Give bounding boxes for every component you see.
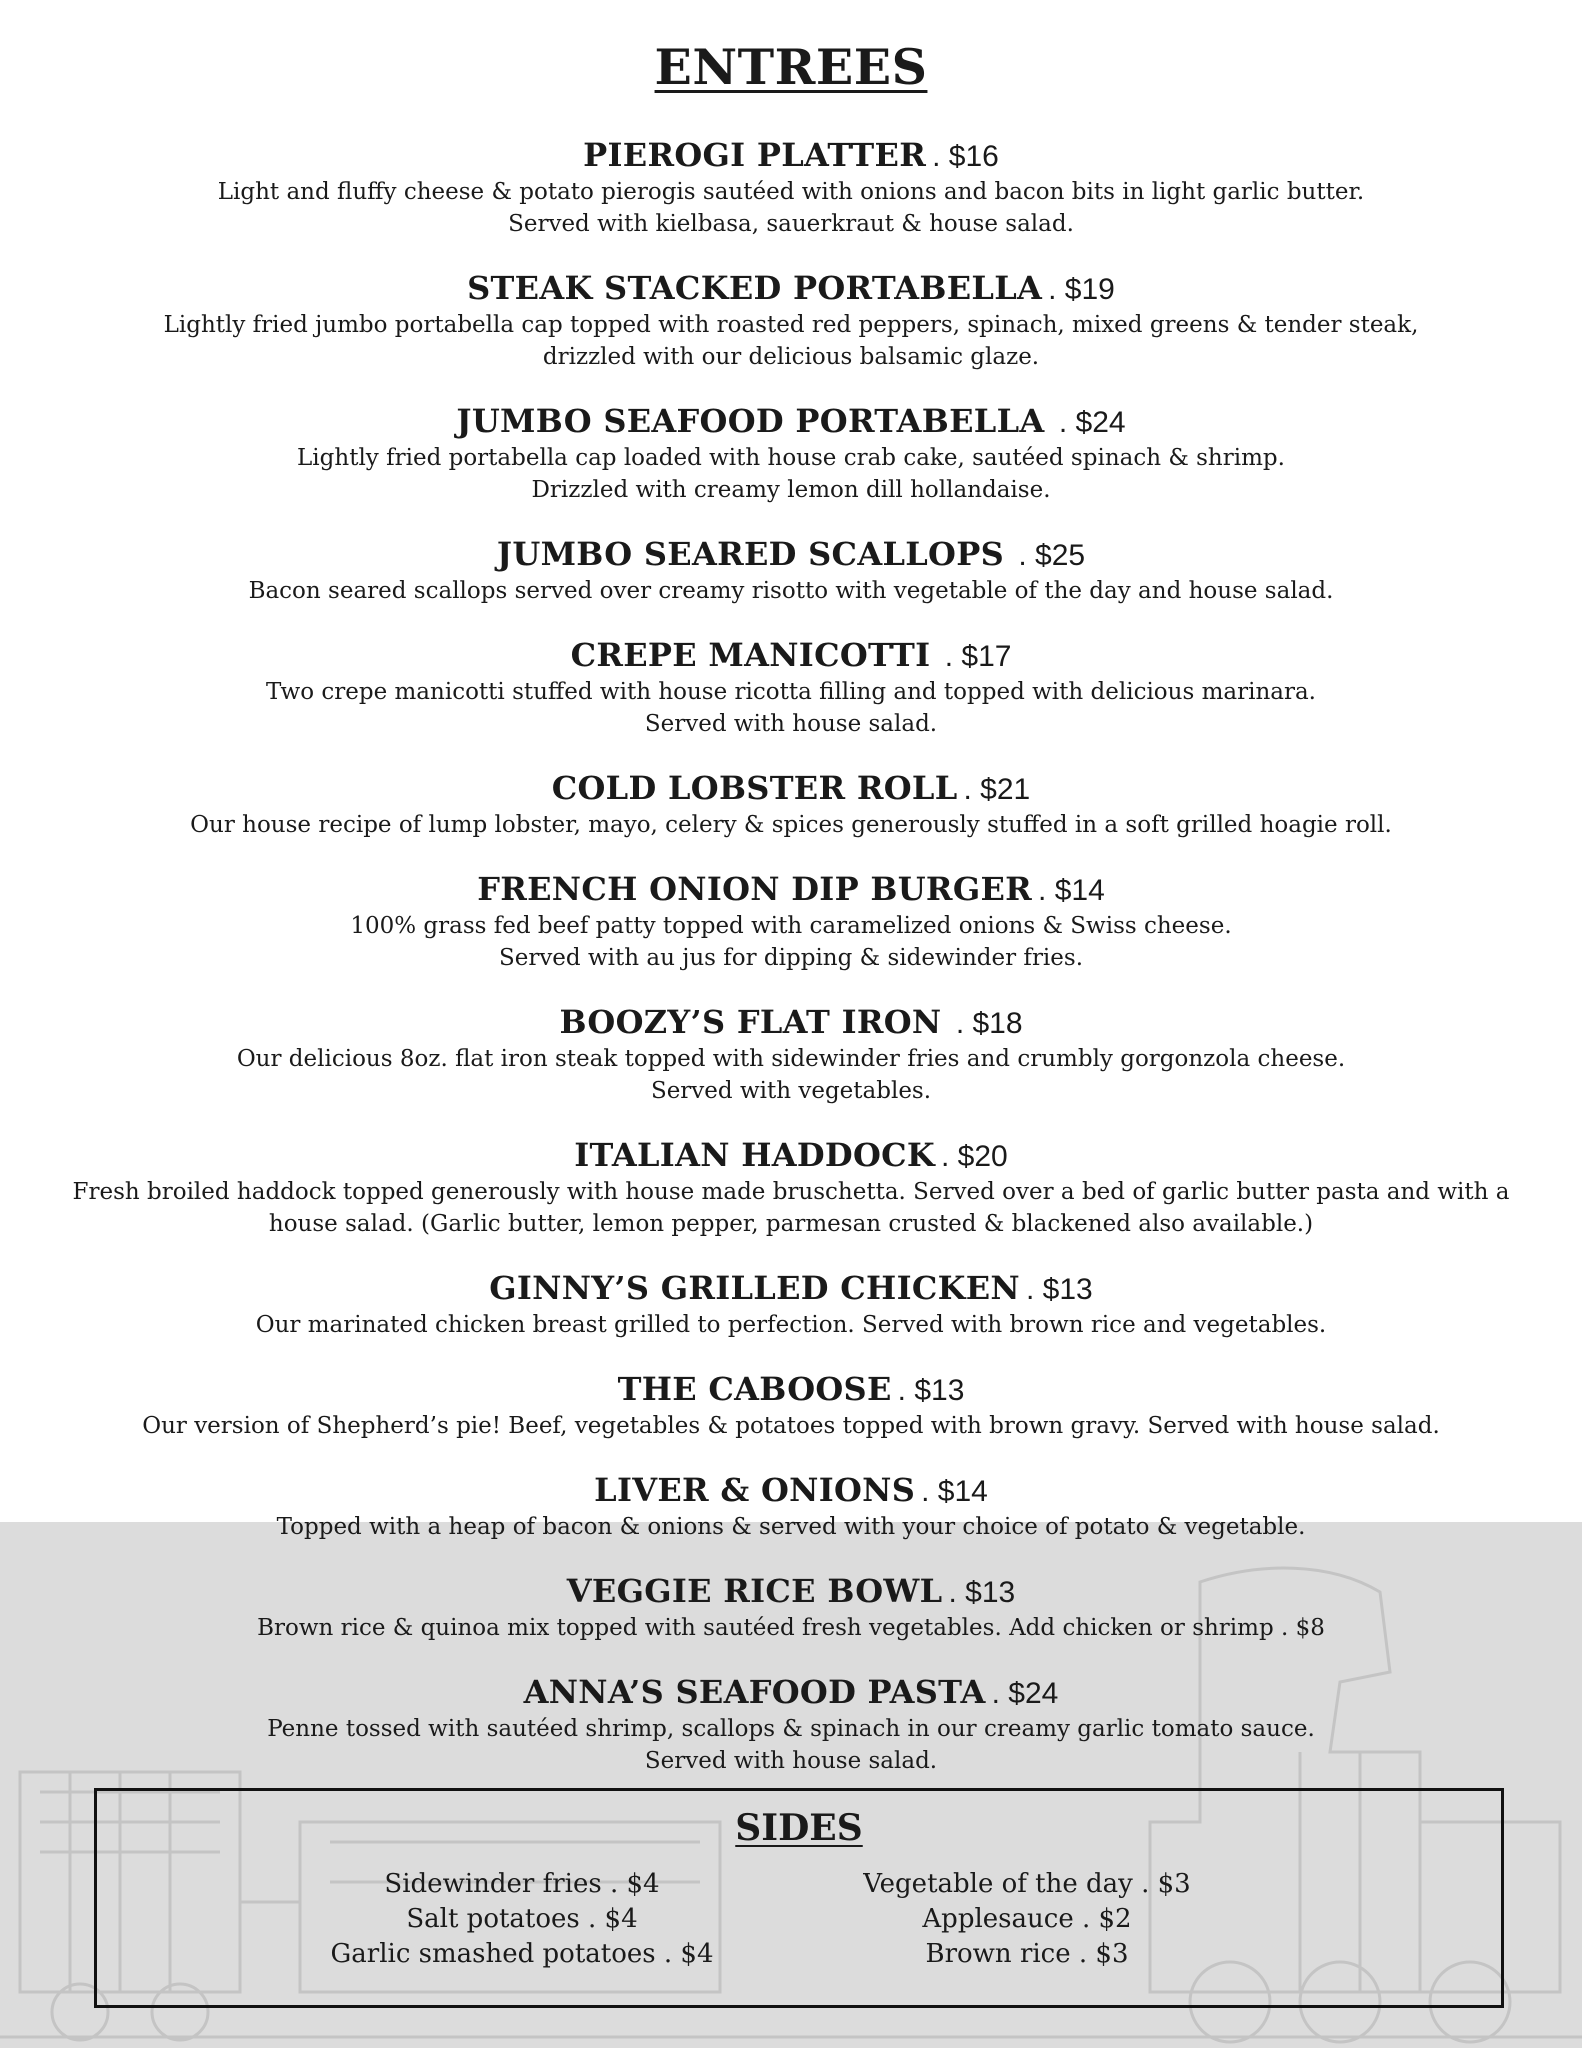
entree-item bbox=[0, 1003, 1582, 1107]
entree-name: LIVER & ONIONS bbox=[594, 1471, 916, 1509]
side-item: Brown rice . $3 bbox=[925, 1939, 1129, 1969]
entree-description-line: Penne tossed with sautéed shrimp, scallops & spinach in our creamy garlic tomato sauce. bbox=[267, 1716, 1315, 1742]
page-title: ENTREES bbox=[654, 38, 928, 96]
entree-price: . $14 bbox=[921, 1475, 988, 1508]
entree-description-line: Our house recipe of lump lobster, mayo, celery & spices generously stuffed in a soft grilled hoagie roll. bbox=[190, 812, 1392, 838]
entree-description-line: Lightly fried jumbo portabella cap topped with roasted red peppers, spinach, mixed greens & tender steak, bbox=[163, 312, 1419, 338]
entree-price: . $13 bbox=[1025, 1273, 1093, 1306]
entree-description-line: drizzled with our delicious balsamic glaze. bbox=[542, 344, 1040, 370]
entree-item bbox=[0, 1673, 1582, 1777]
entree-name: STEAK STACKED PORTABELLA bbox=[467, 269, 1043, 307]
entree-item bbox=[0, 870, 1582, 974]
entree-price: . $21 bbox=[963, 773, 1031, 806]
entree-description-line: Drizzled with creamy lemon dill hollandaise. bbox=[531, 477, 1051, 503]
entree-name: JUMBO SEAFOOD PORTABELLA bbox=[456, 402, 1045, 440]
sides-title: SIDES bbox=[735, 1807, 863, 1849]
entree-price: . $25 bbox=[1010, 539, 1086, 572]
entree-item bbox=[0, 1572, 1582, 1644]
side-item: Garlic smashed potatoes . $4 bbox=[330, 1939, 714, 1969]
entree-description-line: Served with house salad. bbox=[644, 1748, 938, 1774]
sides-right-column bbox=[747, 1867, 1307, 1972]
entree-price: . $19 bbox=[1048, 273, 1115, 306]
entree-description-line: Light and fluffy cheese & potato pierogis sautéed with onions and bacon bits in light garlic butter. bbox=[217, 179, 1365, 205]
entree-name: CREPE MANICOTTI bbox=[570, 636, 931, 674]
entree-item bbox=[0, 402, 1582, 506]
entree-item bbox=[0, 1471, 1582, 1543]
entree-price: . $14 bbox=[1038, 874, 1105, 907]
entree-item bbox=[0, 1269, 1582, 1341]
entree-name: COLD LOBSTER ROLL bbox=[551, 769, 958, 807]
entree-description-line: Served with au jus for dipping & sidewinder fries. bbox=[498, 945, 1084, 971]
entree-description-line: Served with vegetables. bbox=[650, 1078, 932, 1104]
entree-price: . $13 bbox=[897, 1374, 965, 1407]
entree-name: FRENCH ONION DIP BURGER bbox=[477, 870, 1033, 908]
sides-box bbox=[94, 1788, 1504, 2008]
entree-price: . $24 bbox=[991, 1677, 1059, 1710]
entree-name: ANNA’S SEAFOOD PASTA bbox=[523, 1673, 986, 1711]
entree-price: . $20 bbox=[941, 1140, 1008, 1173]
entree-name: THE CABOOSE bbox=[617, 1370, 892, 1408]
side-item: Applesauce . $2 bbox=[922, 1904, 1132, 1934]
entree-price: . $16 bbox=[932, 140, 999, 173]
entree-name: ITALIAN HADDOCK bbox=[574, 1136, 936, 1174]
entree-description-line: Our delicious 8oz. flat iron steak topped with sidewinder fries and crumbly gorgonzola cheese. bbox=[236, 1046, 1346, 1072]
entree-description-line: Our marinated chicken breast grilled to perfection. Served with brown rice and vegetables. bbox=[255, 1312, 1327, 1338]
entree-item bbox=[0, 636, 1582, 740]
entree-description-line: Brown rice & quinoa mix topped with sautéed fresh vegetables. Add chicken or shrimp . $8 bbox=[257, 1615, 1325, 1641]
entree-item bbox=[0, 769, 1582, 841]
entree-description-line: Topped with a heap of bacon & onions & served with your choice of potato & vegetable. bbox=[276, 1514, 1306, 1540]
entree-description-line: Bacon seared scallops served over creamy risotto with vegetable of the day and house salad. bbox=[248, 578, 1334, 604]
entree-item bbox=[0, 535, 1582, 607]
entree-price: . $17 bbox=[936, 640, 1012, 673]
entree-price: . $13 bbox=[948, 1576, 1016, 1609]
entree-name: VEGGIE RICE BOWL bbox=[566, 1572, 943, 1610]
sides-left-column bbox=[242, 1867, 802, 1972]
entree-description-line: house salad. (Garlic butter, lemon pepper, parmesan crusted & blackened also available.) bbox=[268, 1211, 1314, 1237]
entree-name: PIEROGI PLATTER bbox=[583, 136, 927, 174]
entree-description-line: Fresh broiled haddock topped generously with house made bruschetta. Served over a bed of garlic butter pasta and with a bbox=[72, 1179, 1510, 1205]
entree-item bbox=[0, 1370, 1582, 1442]
entree-name: GINNY’S GRILLED CHICKEN bbox=[489, 1269, 1020, 1307]
entree-name: BOOZY’S FLAT IRON bbox=[559, 1003, 942, 1041]
side-item: Salt potatoes . $4 bbox=[406, 1904, 638, 1934]
entree-price: . $24 bbox=[1050, 406, 1126, 439]
entree-description-line: Our version of Shepherd’s pie! Beef, vegetables & potatoes topped with brown gravy. Served with house salad. bbox=[142, 1413, 1440, 1439]
side-item: Sidewinder fries . $4 bbox=[384, 1869, 660, 1899]
entree-description-line: Two crepe manicotti stuffed with house ricotta filling and topped with delicious marinara. bbox=[266, 679, 1316, 705]
side-item: Vegetable of the day . $3 bbox=[863, 1869, 1191, 1899]
entree-item bbox=[0, 1136, 1582, 1240]
entree-description-line: Served with kielbasa, sauerkraut & house salad. bbox=[508, 211, 1074, 237]
entree-item bbox=[0, 136, 1582, 240]
entree-description-line: Served with house salad. bbox=[644, 711, 938, 737]
entree-name: JUMBO SEARED SCALLOPS bbox=[496, 535, 1005, 573]
entree-description-line: Lightly fried portabella cap loaded with house crab cake, sautéed spinach & shrimp. bbox=[297, 445, 1285, 471]
entree-price: . $18 bbox=[947, 1007, 1023, 1040]
entree-item bbox=[0, 269, 1582, 373]
entree-description-line: 100% grass fed beef patty topped with caramelized onions & Swiss cheese. bbox=[350, 913, 1232, 939]
